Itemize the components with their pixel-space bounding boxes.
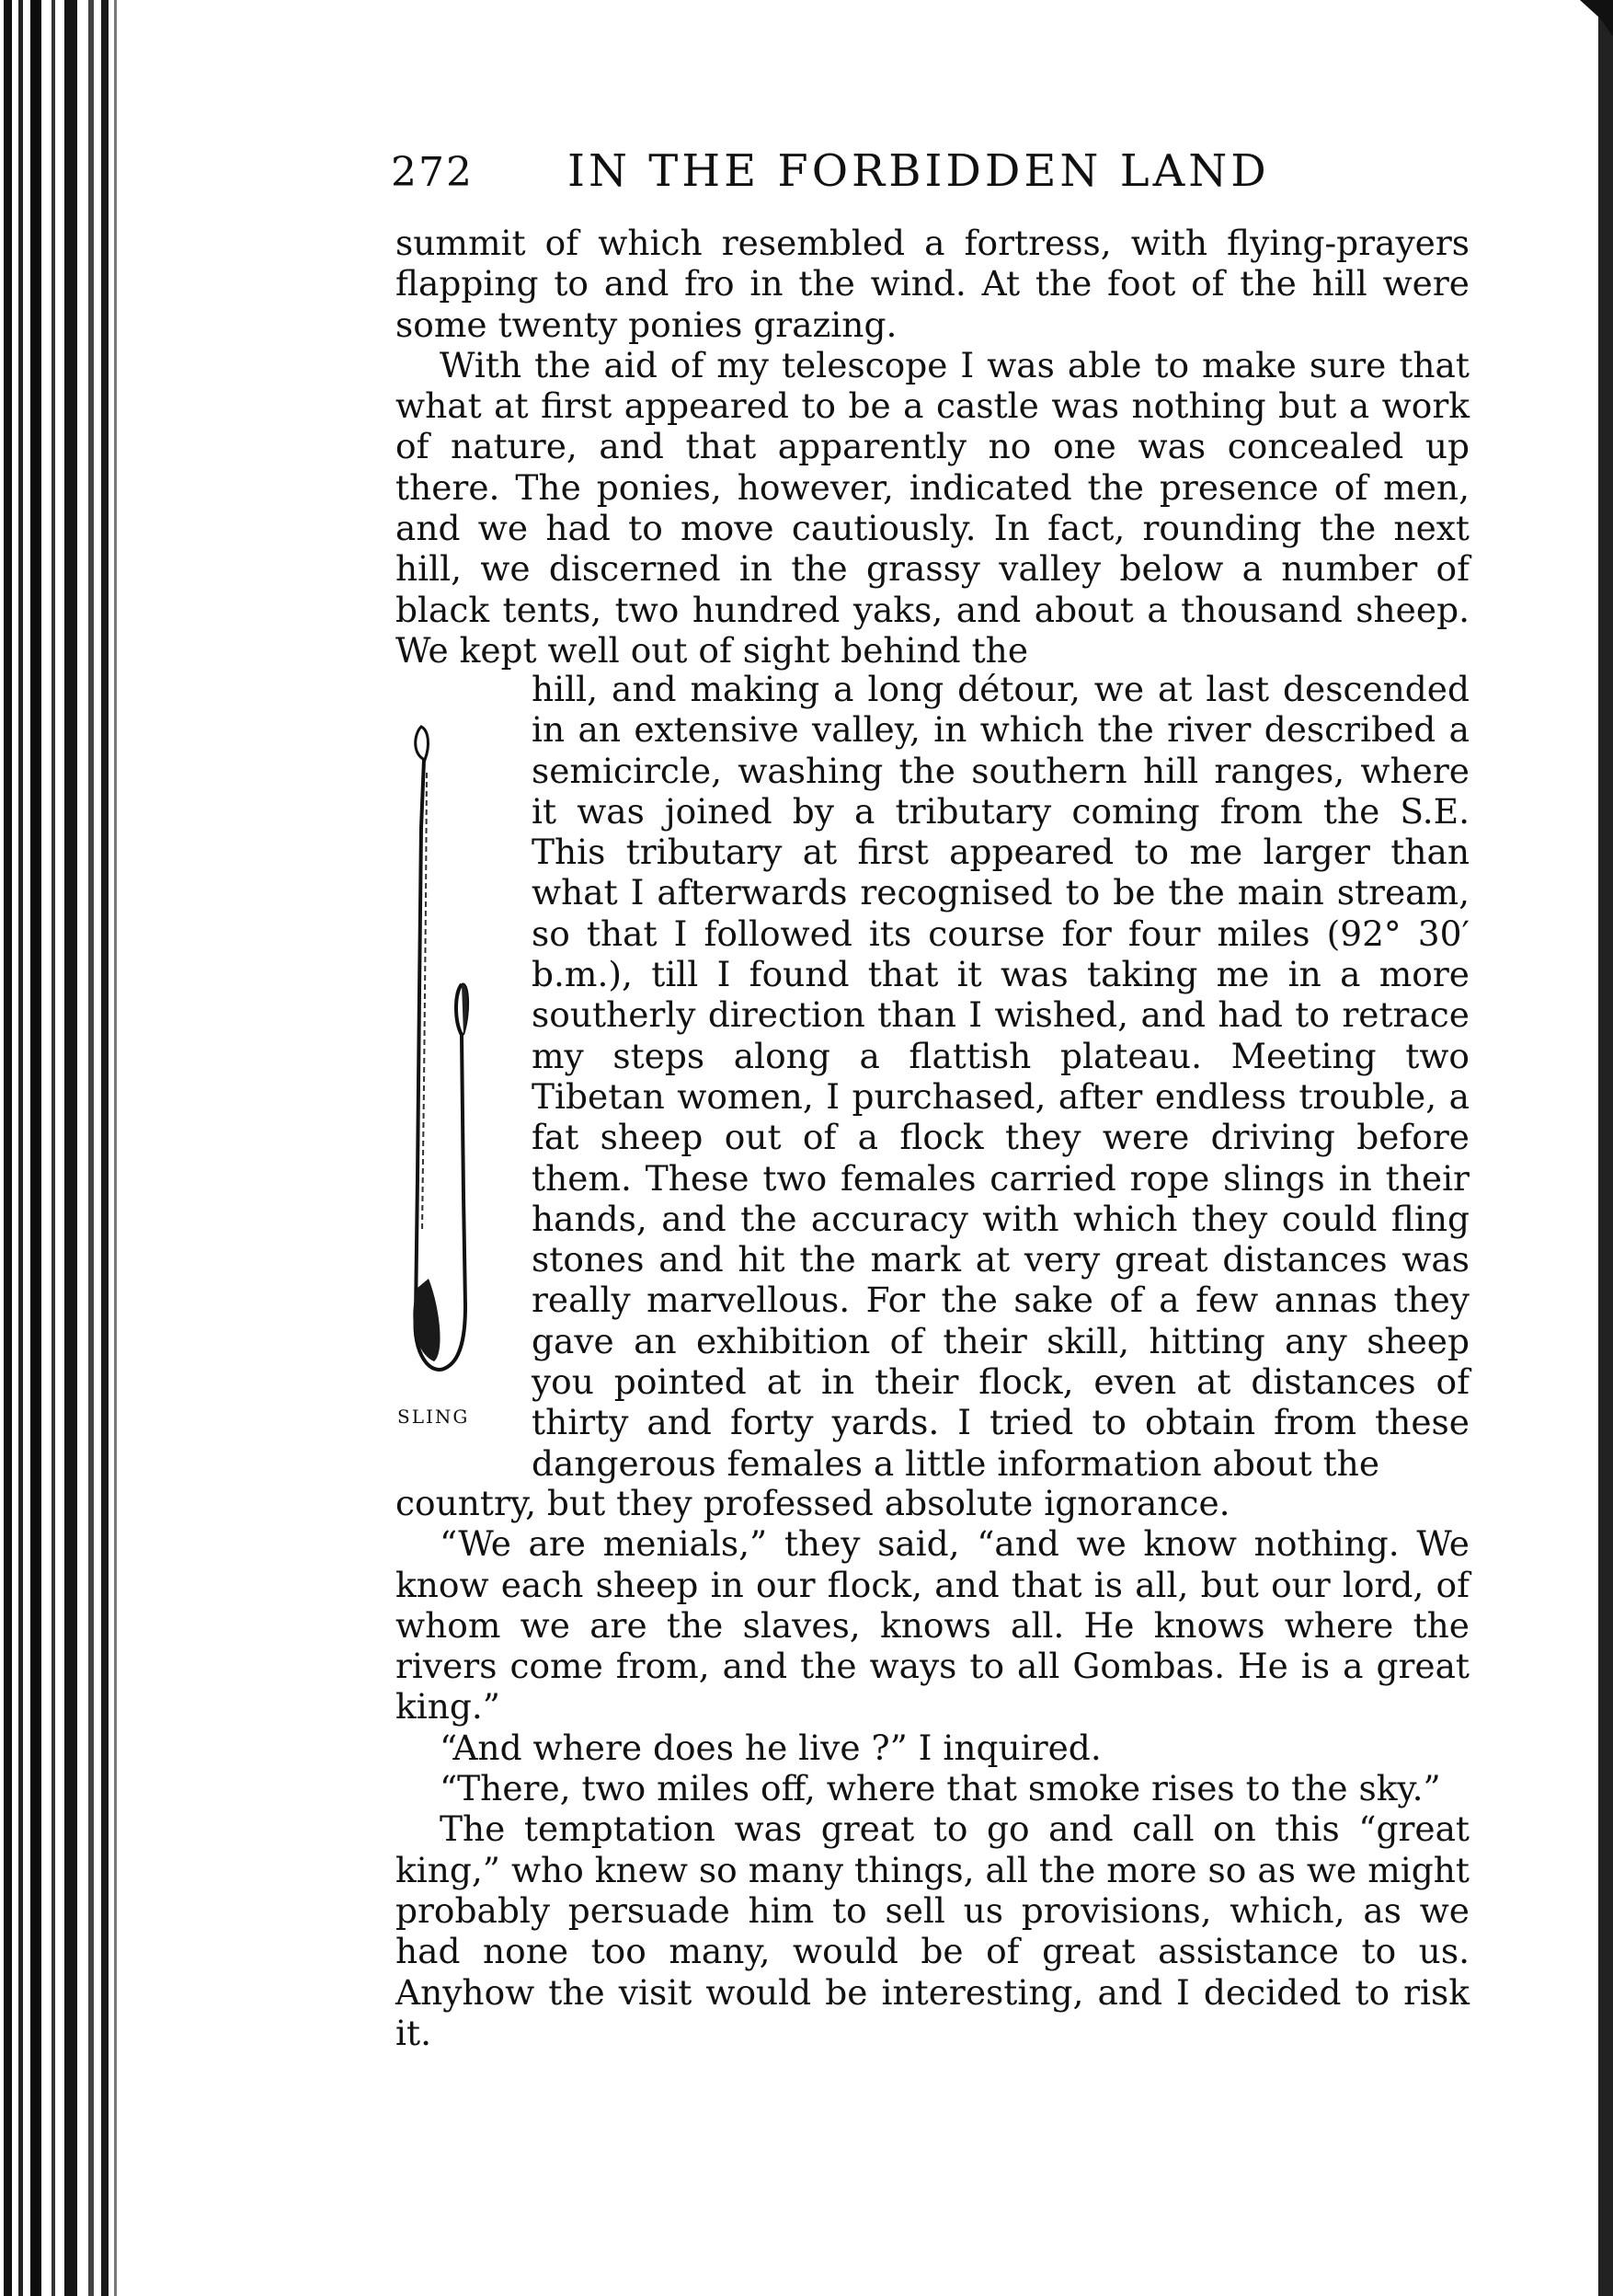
paragraph: With the aid of my telescope I was able to make sure that what at first appeared to be a castle was nothing but a work of nature, and that apparently no one was concealed up there. The ponies, however, indicated the presence of men, and we had to move cautiously. In fact, rounding the next hill, we discerned in the grassy valley below a number of black tents, two hundred yaks, and about a thousand sheep. We kept well out of sight behind the [395, 344, 1470, 671]
paragraph: country, but they professed absolute ignorance. [395, 1483, 1230, 1523]
page-header [391, 145, 1476, 204]
running-title: IN THE FORBIDDEN LAND [567, 145, 1270, 197]
paragraph: “There, two miles off, where that smoke rises to the sky.” [440, 1768, 1441, 1809]
paragraph: “We are menials,” they said, “and we know nothing. We know each sheep in our flock, and that is all, but our lord, of whom we are the slaves, knows all. He knows where the rivers come from, and the ways to all Gombas. He is a great king.” [395, 1523, 1470, 1728]
page-edge-shadow [1580, 0, 1613, 2296]
body-text-wrapped [532, 669, 1470, 1484]
paragraph: summit of which resembled a fortress, with flying-prayers flapping to and fro in the wind. At the foot of the hill were some twenty ponies grazing. [395, 223, 1470, 345]
paragraph: The temptation was great to go and call on this “great king,” who knew so many things, all the more so as we might probably persuade him to sell us provisions, which, as we had none too many, would be of great assistance to us. Anyhow the visit would be interesting, and I decided to risk it. [395, 1808, 1470, 2053]
paragraph: “And where does he live ?” I inquired. [440, 1727, 1102, 1768]
book-binding-edge [0, 0, 138, 2296]
sling-illustration [394, 718, 495, 1398]
paragraph: hill, and making a long détour, we at last descended in an extensive valley, in which the river described a semicircle, washing the southern hill ranges, where it was joined by a tributary coming from the S.E. This tributary at first appeared to me larger than what I afterwards recognised to be the main stream, so that I followed its course for four miles (92° 30′ b.m.), till I found that it was taking me in a more southerly direction than I wished, and had to retrace my steps along a flattish plateau. Meeting two Tibetan women, I purchased, after endless trouble, a fat sheep out of a flock they were driving before them. These two females carried rope slings in their hands, and the accuracy with which they could fling stones and hit the mark at very great distances was really marvellous. For the sake of a few annas they gave an exhibition of their skill, hitting any sheep you pointed at in their flock, even at distances of thirty and forty yards. I tried to obtain from these dangerous females a little information about the [532, 669, 1470, 1484]
body-text-top [395, 223, 1470, 671]
figure-caption: SLING [397, 1406, 470, 1428]
body-text-bottom [395, 1483, 1470, 2053]
page-number: 272 [391, 149, 474, 196]
